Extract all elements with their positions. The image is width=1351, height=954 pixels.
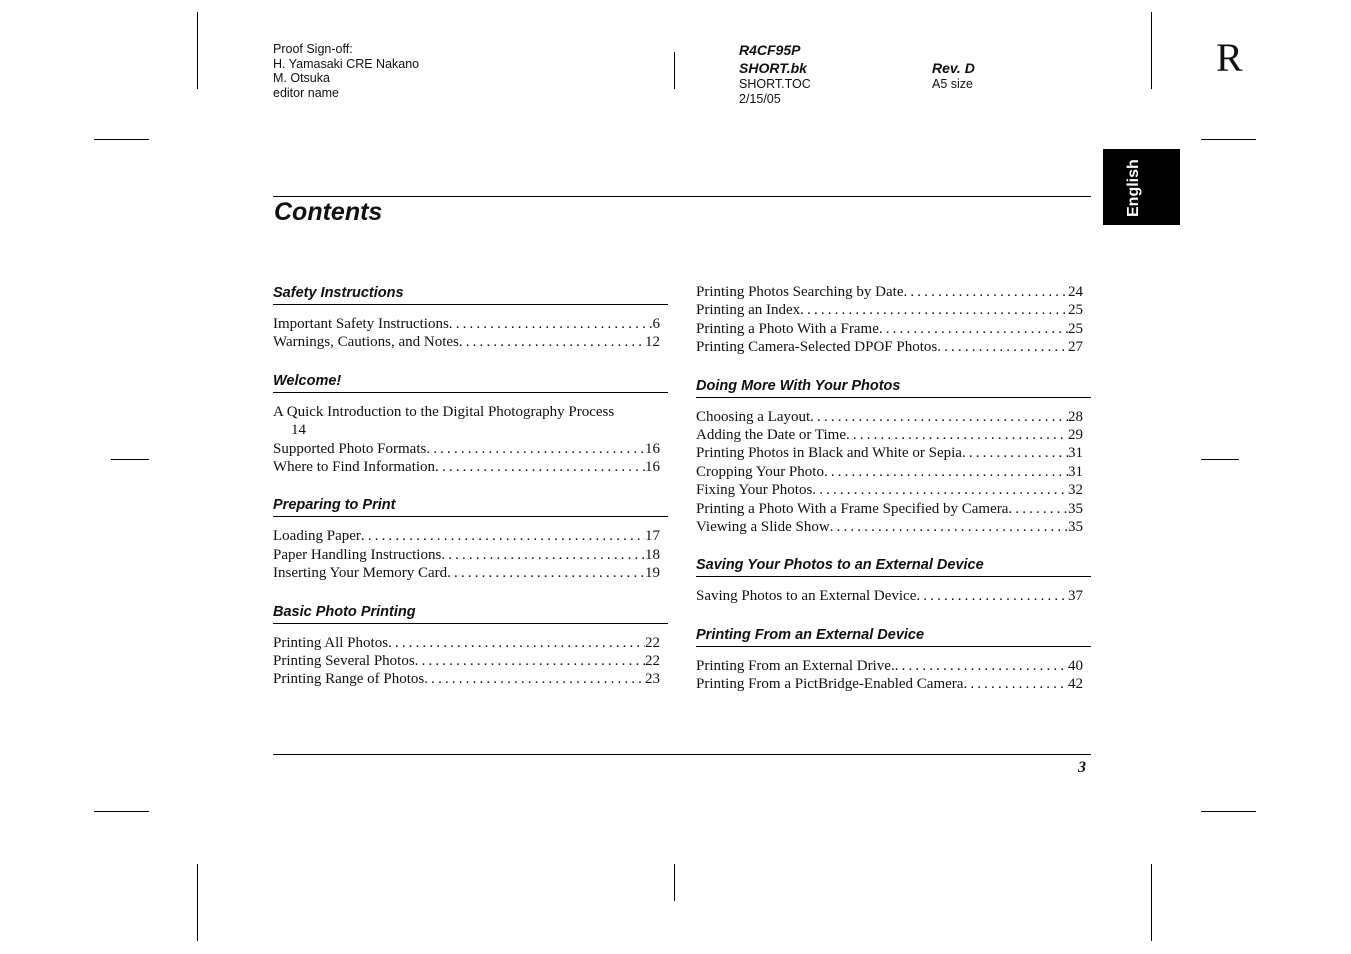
signoff-name: editor name [273, 85, 340, 100]
entry-page: 24 [1068, 284, 1083, 300]
toc-entry[interactable] [696, 283, 1091, 301]
toc-entry[interactable] [696, 426, 1091, 444]
entry-title: Choosing a Layout [696, 408, 811, 425]
toc-entry[interactable] [696, 675, 1091, 693]
toc-entry[interactable] [696, 320, 1091, 338]
signoff-label: Proof Sign-off: [273, 42, 353, 56]
corner-letter: R [1216, 35, 1243, 80]
entry-page: 27 [1068, 339, 1083, 356]
entry-title: Printing Several Photos [273, 653, 415, 670]
toc-entry[interactable] [273, 403, 668, 440]
entry-title: Cropping Your Photo [696, 463, 824, 480]
toc-entry[interactable] [273, 440, 668, 458]
title-rule [273, 196, 1091, 197]
entry-page: 25 [1068, 320, 1083, 337]
section-heading: Saving Your Photos to an External Device [696, 555, 1091, 577]
toc-section [273, 495, 668, 582]
page-number: 3 [1078, 759, 1086, 776]
entry-title: Saving Photos to an External Device [696, 588, 917, 605]
entry-page: 25 [1068, 302, 1083, 319]
crop-mark [674, 864, 675, 901]
toc-section [696, 376, 1091, 537]
entry-title: Printing a Photo With a Frame Specified by Camera [696, 500, 1009, 517]
entry-title: Printing From an External Drive. [696, 657, 895, 674]
toc-entry[interactable] [273, 634, 668, 652]
page-title: Contents [274, 198, 383, 226]
toc-entry[interactable] [696, 587, 1091, 605]
section-heading: Preparing to Print [273, 495, 668, 517]
entry-page: 16 [645, 440, 660, 457]
toc-entry[interactable] [273, 458, 668, 476]
entry-page: 42 [1068, 676, 1083, 693]
revision-info [932, 59, 975, 92]
toc-entry[interactable] [696, 463, 1091, 481]
section-heading: Doing More With Your Photos [696, 376, 1091, 398]
revision: Rev. D [932, 60, 975, 76]
continued-entries [696, 283, 1091, 357]
entry-page: 37 [1068, 588, 1083, 605]
toc-section [696, 555, 1091, 605]
entry-page: 6 [652, 316, 660, 332]
toc-entry[interactable] [273, 315, 668, 333]
entry-page: 17 [645, 528, 660, 545]
entry-page: 14 [291, 422, 306, 439]
toc-section [273, 602, 668, 689]
toc-entry[interactable] [696, 301, 1091, 319]
toc-section [696, 625, 1091, 694]
section-heading: Printing From an External Device [696, 625, 1091, 647]
doc-file: SHORT.TOC [739, 77, 811, 91]
footer-rule [273, 754, 1091, 755]
toc-entry[interactable] [696, 408, 1091, 426]
entry-page: 19 [645, 565, 660, 582]
toc-entry[interactable] [696, 481, 1091, 499]
paper-size: A5 size [932, 77, 973, 91]
entry-page: 22 [645, 653, 660, 670]
entry-title: Paper Handling Instructions [273, 546, 442, 563]
entry-page: 22 [645, 634, 660, 651]
entry-title: Important Safety Instructions [273, 316, 449, 332]
toc-entry[interactable] [273, 527, 668, 545]
entry-title: Supported Photo Formats [273, 440, 427, 457]
toc-left-column [273, 283, 668, 689]
entry-title: Printing a Photo With a Frame [696, 320, 879, 337]
crop-mark [94, 811, 149, 812]
entry-title: Printing Photos Searching by Date [696, 284, 904, 300]
toc-entry[interactable] [273, 564, 668, 582]
crop-mark [1151, 12, 1152, 89]
toc-entry[interactable] [273, 670, 668, 688]
crop-mark [1201, 459, 1239, 460]
doc-date: 2/15/05 [739, 91, 781, 106]
entry-page: 23 [645, 671, 660, 688]
language-tab [1103, 149, 1180, 225]
section-heading: Basic Photo Printing [273, 602, 668, 624]
crop-mark [674, 52, 675, 89]
entry-page: 35 [1068, 519, 1083, 536]
entry-title: Warnings, Cautions, and Notes [273, 334, 459, 351]
entry-title: Where to Find Information [273, 459, 436, 476]
crop-mark [111, 459, 149, 460]
section-heading: Safety Instructions [273, 283, 668, 305]
toc-entry[interactable] [696, 444, 1091, 462]
toc-entry[interactable] [273, 652, 668, 670]
entry-page: 35 [1068, 500, 1083, 517]
entry-page: 28 [1068, 408, 1083, 425]
doc-book: SHORT.bk [739, 60, 807, 76]
entry-page: 31 [1068, 463, 1083, 480]
entry-title: Viewing a Slide Show [696, 519, 830, 536]
crop-mark [197, 864, 198, 941]
entry-title: Printing All Photos [273, 634, 389, 651]
entry-title: Inserting Your Memory Card [273, 565, 448, 582]
entry-title: A Quick Introduction to the Digital Photography Process [273, 403, 615, 420]
toc-entry[interactable] [696, 657, 1091, 675]
entry-title: Printing From a PictBridge-Enabled Camera [696, 676, 964, 693]
crop-mark [1151, 864, 1152, 941]
entry-page: 12 [645, 334, 660, 351]
proof-signoff [273, 42, 419, 100]
toc-entry[interactable] [273, 546, 668, 564]
entry-title: Loading Paper [273, 528, 361, 545]
toc-entry[interactable] [696, 500, 1091, 518]
crop-mark [94, 139, 149, 140]
entry-page: 18 [645, 546, 660, 563]
toc-right-column [696, 283, 1091, 694]
entry-title: Printing Photos in Black and White or Sepia [696, 445, 962, 462]
entry-title: Adding the Date or Time [696, 427, 846, 444]
entry-page: 32 [1068, 482, 1083, 499]
doc-info [739, 41, 811, 106]
entry-title: Fixing Your Photos [696, 482, 813, 499]
entry-title: Printing Camera-Selected DPOF Photos [696, 339, 938, 356]
crop-mark [197, 12, 198, 89]
signoff-name: H. Yamasaki CRE Nakano [273, 56, 420, 71]
toc-section [273, 283, 668, 352]
crop-mark [1201, 811, 1256, 812]
toc-entry[interactable] [696, 338, 1091, 356]
signoff-name: M. Otsuka [273, 71, 330, 85]
toc-entry[interactable] [696, 518, 1091, 536]
doc-code: R4CF95P [739, 42, 801, 58]
toc-entry[interactable] [273, 333, 668, 351]
entry-page: 40 [1068, 657, 1083, 674]
entry-title: Printing Range of Photos [273, 671, 425, 688]
language-tab-label: English [1125, 159, 1142, 217]
entry-title: Printing an Index [696, 302, 801, 319]
section-heading: Welcome! [273, 371, 668, 393]
entry-page: 29 [1068, 427, 1083, 444]
toc-section [273, 371, 668, 477]
entry-page: 16 [645, 459, 660, 476]
entry-page: 31 [1068, 445, 1083, 462]
crop-mark [1201, 139, 1256, 140]
